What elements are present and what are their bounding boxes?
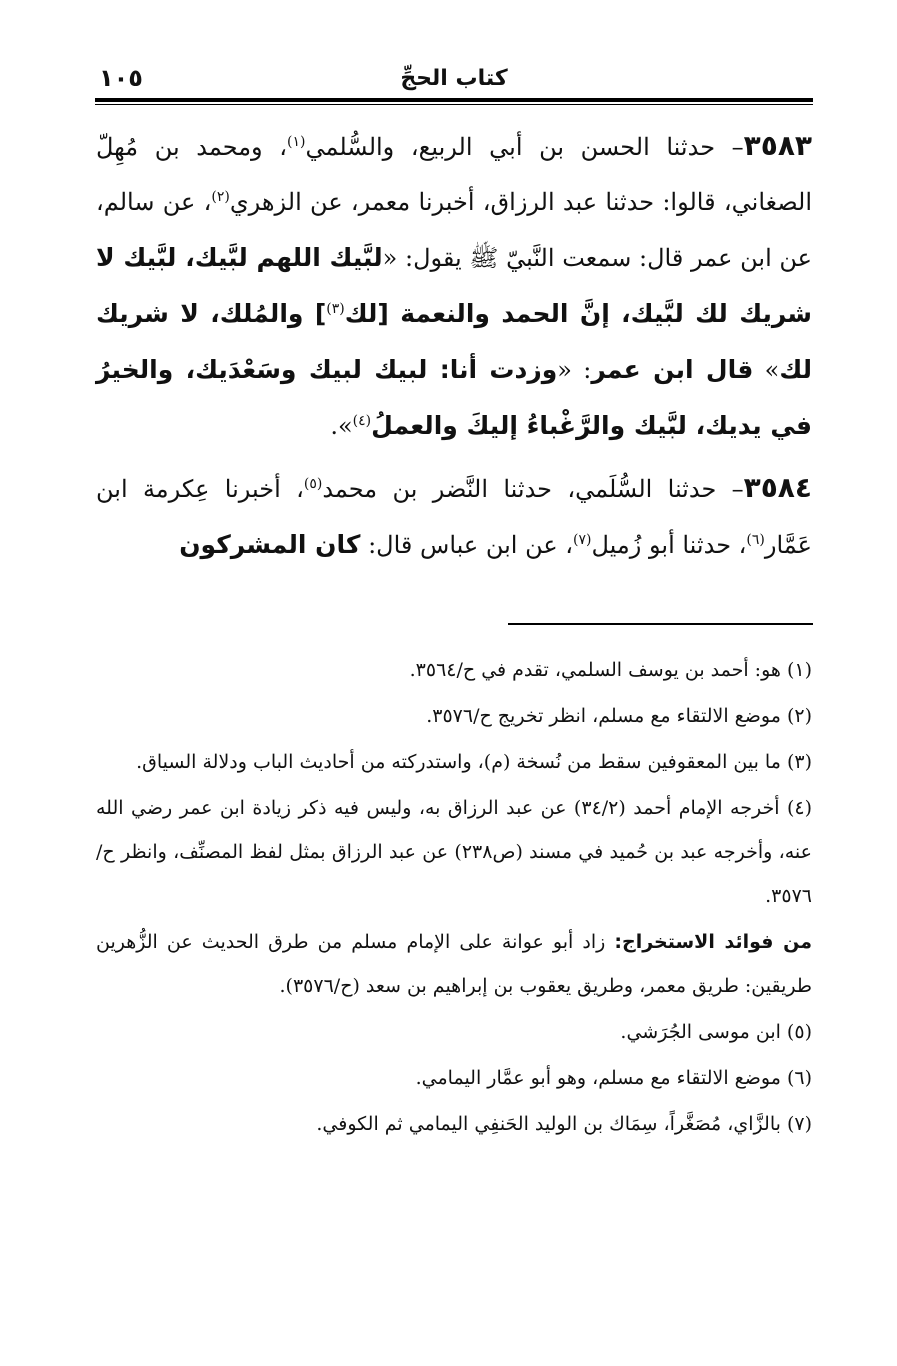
text-segment: ، حدثنا أبو زُميل [591, 531, 747, 559]
talbiyah-text: ] والمُلك، لا شريك لك [96, 299, 812, 384]
text-segment: » [753, 356, 780, 384]
chapter-title: كتاب الحجِّ [400, 66, 508, 91]
footnote-separator [508, 623, 813, 625]
footnote-ref: (٢) [211, 189, 230, 205]
footnote-ref: (٤) [352, 413, 372, 429]
footnote-ref: (١) [287, 134, 306, 150]
text-segment: ، أخبرنا عِكرمة ابن عَمَّار [96, 475, 812, 559]
text-segment: ، عن ابن عباس قال: [360, 531, 574, 559]
running-header [95, 60, 813, 100]
footnote-ref: (٦) [746, 532, 765, 548]
footnote-3: (٣) ما بين المعقوفين سقط من نُسخة (م)، واستدركته من أحاديث الباب ودلالة السياق. [136, 751, 812, 773]
text-segment: : « [557, 356, 592, 384]
footnote-ref: (٧) [573, 532, 592, 548]
talbiyah-text: لبَّيك اللهم لبَّيك، لبَّيك لا شريك لك لبَّيك، إنَّ الحمد والنعمة [لك [96, 243, 812, 328]
benefit-text: زاد أبو عوانة على الإمام مسلم من طرق الحديث عن الزُّهرين طريقين: طريق معمر، وطريق يعقوب بن إبراهيم بن سعد (ح/٣٥٧٦). [96, 931, 812, 997]
page-number: ١٠٥ [99, 64, 143, 92]
footnotes [96, 648, 812, 1148]
footnote-ref: (٣) [326, 301, 345, 317]
hadith-text-bold: كان المشركون [179, 530, 361, 559]
header-rule-thin [95, 104, 813, 105]
extraction-benefit [96, 920, 812, 1008]
footnote-7: (٧) بالزَّاي، مُصَغَّراً، سِمَاك بن الوليد الحَنفِي اليمامي ثم الكوفي. [316, 1113, 812, 1135]
text-segment: ، ومحمد بن مُهِلّ الصغاني، قالوا: حدثنا عبد الرزاق، أخبرنا معمر، عن الزهري [96, 133, 812, 216]
text-segment: – حدثنا الحسن بن أبي الربيع، والسُّلمي [305, 133, 744, 161]
footnote-4: (٤) أخرجه الإمام أحمد (٣٤/٢) عن عبد الرزاق به، وليس فيه ذكر زيادة ابن عمر رضي الله عنه، وأخرجه عبد بن حُميد في مسند (ص٢٣٨) عن عبد الرزاق بمثل لفظ المصنِّف، وانظر ح/٣٥٧٦. [96, 797, 812, 907]
main-text [96, 118, 812, 573]
header-rule-thick [95, 98, 813, 102]
footnote-5: (٥) ابن موسى الجُرَشي. [620, 1021, 812, 1043]
footnote-2: (٢) موضع الالتقاء مع مسلم، انظر تخريج ح/٣٥٧٦. [426, 705, 812, 727]
text-segment: ، عن سالم، عن ابن عمر قال: سمعت النَّبيّ ﷺ يقول: « [96, 188, 812, 272]
footnote-ref: (٥) [303, 476, 323, 492]
hadith-number: ٣٥٨٣ [743, 129, 812, 162]
text-segment: – حدثنا السُّلَمي، حدثنا النَّضر بن محمد [322, 475, 744, 503]
narrator-label: قال ابن عمر [591, 355, 754, 384]
hadith-number: ٣٥٨٤ [743, 471, 812, 504]
addition-text: وزدت أنا: لبيك لبيك وسَعْدَيك، والخيرُ في يديك، لبَّيك والرَّغْباءُ إليكَ والعملُ [96, 355, 812, 440]
footnote-1: (١) هو: أحمد بن يوسف السلمي، تقدم في ح/٣٥٦٤. [409, 659, 812, 681]
footnote-6: (٦) موضع الالتقاء مع مسلم، وهو أبو عمَّار اليمامي. [415, 1067, 812, 1089]
text-segment: ». [330, 412, 353, 440]
benefit-label: من فوائد الاستخراج: [614, 931, 813, 953]
hadith-3584 [96, 460, 812, 573]
hadith-3583 [96, 118, 812, 454]
